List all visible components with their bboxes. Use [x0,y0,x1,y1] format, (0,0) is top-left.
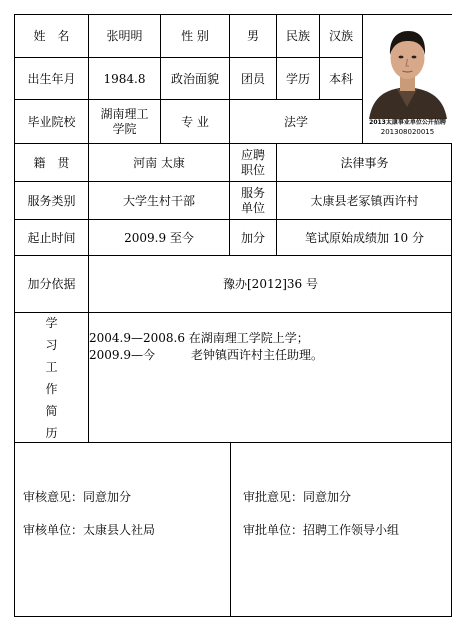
approval-opinion: 审批意见：同意加分 [243,490,352,504]
service-unit-label-line2: 单位 [240,200,265,215]
resume-label-char: 学 [45,315,58,330]
major-label: 专 业 [161,100,230,144]
resume-label-char: 作 [45,381,58,396]
major-value: 法学 [230,100,363,144]
service-unit-value: 太康县老冢镇西许村 [277,182,452,220]
education-label: 学历 [277,58,320,100]
applied-position-label-line2: 职位 [240,162,265,177]
name-value: 张明明 [89,15,161,58]
ethnicity-label: 民族 [277,15,320,58]
gender-label: 性 别 [161,15,230,58]
photo-id-number: 201308020015 [380,128,435,136]
review-unit: 审核单位：太康县人社局 [23,523,156,537]
origin-label: 籍 贯 [15,144,89,182]
service-type-label: 服务类别 [15,182,89,220]
politics-value: 团员 [230,58,277,100]
school-value [89,100,161,144]
bonus-value: 笔试原始成绩加 10 分 [277,220,452,256]
politics-label: 政治面貌 [161,58,230,100]
applied-position-label [230,144,277,182]
applied-position-value: 法律事务 [277,144,452,182]
applied-position-label-line1: 应聘 [240,147,265,162]
service-type-value: 大学生村干部 [89,182,230,220]
period-label: 起止时间 [15,220,89,256]
bonus-basis-value: 豫办[2012]36 号 [89,256,452,313]
bonus-label: 加分 [230,220,277,256]
birth-label: 出生年月 [15,58,89,100]
resume-entries [89,330,449,364]
resume-label-char: 工 [45,359,58,374]
applicant-photo [363,15,452,143]
education-value: 本科 [320,58,363,100]
period-value: 2009.9 至今 [89,220,230,256]
resume-label-char: 简 [45,403,58,418]
name-label: 姓 名 [15,15,89,58]
school-value-line1: 湖南理工 [100,106,149,121]
school-value-line2: 学院 [112,121,137,136]
origin-value: 河南 太康 [89,144,230,182]
school-label: 毕业院校 [15,100,89,144]
approval-unit: 审批单位：招聘工作领导小组 [243,523,400,537]
gender-value: 男 [230,15,277,58]
birth-value: 1984.8 [89,58,161,100]
service-unit-label-line1: 服务 [240,185,265,200]
registration-form-table [14,14,452,617]
resume-label-char: 习 [45,337,58,352]
ethnicity-value: 汉族 [320,15,363,58]
resume-label [15,313,89,443]
resume-entry: 2009.9—今 老钟镇西许村主任助理。 [89,348,323,362]
resume-label-char: 历 [45,425,58,440]
bonus-basis-label: 加分依据 [15,256,89,313]
review-opinion: 审核意见：同意加分 [23,490,132,504]
resume-entry: 2004.9—2008.6 在湖南理工学院上学； [89,331,309,345]
service-unit-label [230,182,277,220]
photo-border-left [362,15,363,144]
photo-caption: 2013太康事业单位公开招聘 [369,119,446,126]
